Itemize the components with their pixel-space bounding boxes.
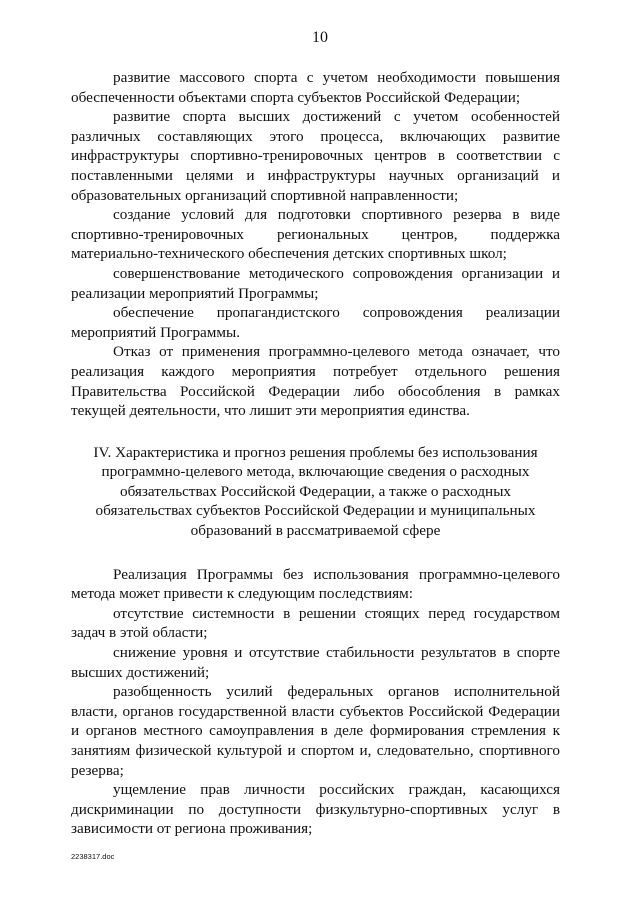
document-body — [71, 68, 560, 839]
paragraph-results-decline: снижение уровня и отсутствие стабильности результатов в спорте высших достижений; — [71, 644, 560, 681]
paragraph-sports-reserve: создание условий для подготовки спортивного резерва в виде спортивно-тренировочных региональных центров, поддержка материально-технического обеспечения детских спортивных школ; — [71, 206, 560, 263]
paragraph-disunity: разобщенность усилий федеральных органов исполнительной власти, органов государственной власти субъектов Российской Федерации и органов местного самоуправления в деле формирования стремления к занятиям физической культурой и спортом и, следовательно, спортивного резерва; — [71, 683, 560, 779]
paragraph-refusal-consequence: Отказ от применения программно-целевого метода означает, что реализация каждого мероприятия потребует отдельного решения Правительства Российской Федерации либо обособления в рамках текущей деятельности, что лишит эти мероприятия единства. — [71, 343, 560, 420]
paragraph-rights-infringement: ущемление прав личности российских граждан, касающихся дискриминации по доступности физкультурно-спортивных услуг в зависимости от региона проживания; — [71, 781, 560, 838]
paragraph-implementation-consequences: Реализация Программы без использования программно-целевого метода может привести к следующим последствиям: — [71, 565, 560, 603]
paragraph-lack-of-system: отсутствие системности в решении стоящих перед государством задач в этой области; — [71, 604, 560, 642]
paragraph-mass-sport: развитие массового спорта с учетом необходимости повышения обеспеченности объектами спорта субъектов Российской Федерации; — [71, 69, 560, 106]
paragraph-propaganda-support: обеспечение пропагандистского сопровождения реализации мероприятий Программы. — [71, 304, 560, 341]
paragraph-elite-sport: развитие спорта высших достижений с учетом особенностей различных составляющих этого процесса, включающих развитие инфраструктуры спортивно-тренировочных центров в соответствии с поставленными целями и инфраструктуры научных организаций и образовательных организаций спортивной направленности; — [71, 108, 560, 204]
document-filename: 2238317.doc — [71, 852, 115, 861]
paragraph-methodical-support: совершенствование методического сопровождения организации и реализации мероприятий Программы; — [71, 264, 560, 302]
page-number: 10 — [312, 29, 328, 46]
section-heading: IV. Характеристика и прогноз решения проблемы без использования программно-целевого метода, включающие сведения о расходных обязательствах Российской Федерации, а также о расходных обязательствах субъектов Российской Федерации и муниципальных образований в рассматриваемой сфере — [93, 443, 538, 540]
